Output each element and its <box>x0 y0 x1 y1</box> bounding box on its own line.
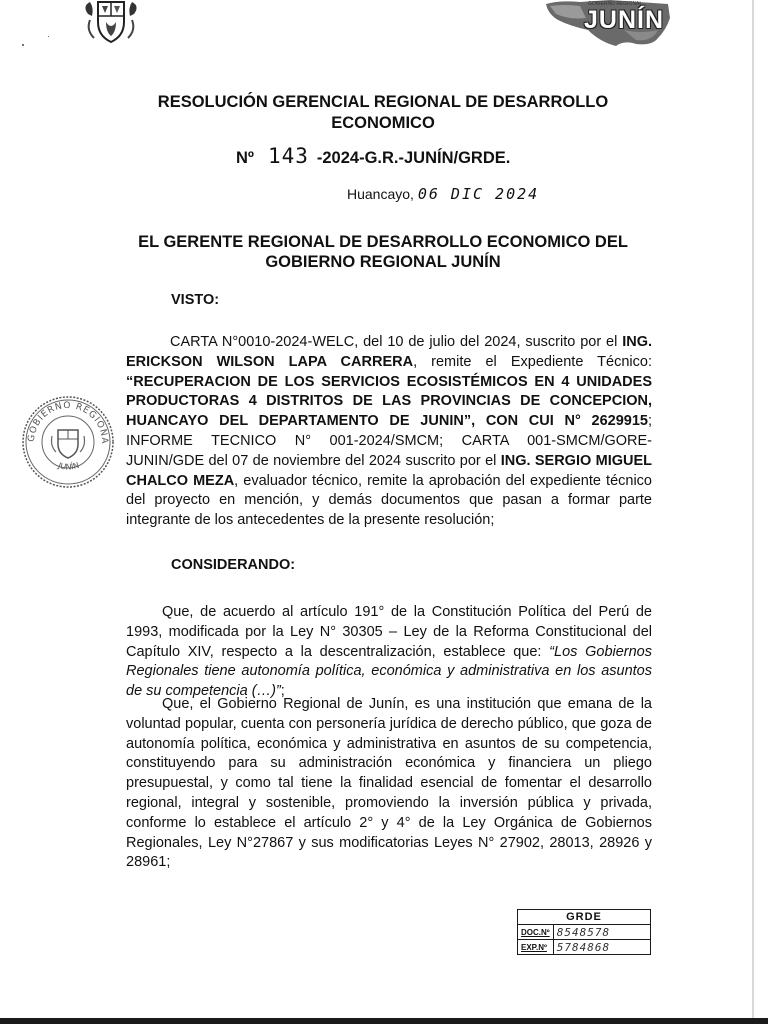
page-bottom-edge <box>0 1018 768 1024</box>
text-run: CARTA N°0010-2024-WELC, del 10 de julio del 2024, suscrito por el <box>170 334 623 350</box>
city: Huancayo, <box>347 186 414 202</box>
peru-coat-of-arms-icon <box>80 0 142 46</box>
project-title: “RECUPERACION DE LOS SERVICIOS ECOSISTÉMICOS EN 4 UNIDADES PRODUCTORAS 4 DISTRITOS DE LAS PROVINCIAS DE CONCEPCION, HUANCAYO DEL DEPARTAMENTO DE JUNIN”, CON CUI N° 2629915 <box>126 373 652 430</box>
text-run: ; <box>280 683 285 700</box>
seal-ring-bottom-path: JUNÍN <box>56 460 81 472</box>
text-run: Que, de acuerdo al artículo 191° de la Constitución Política del Perú de 1993, modificada por la Ley N° 30305 – Ley de la Reforma Constitucional del Capítulo XIV, respecto a la descentralización, establece que: <box>126 604 652 660</box>
logo-text: JUNÍN <box>584 6 665 34</box>
scan-speck <box>48 36 49 37</box>
grde-registry-stamp <box>517 909 651 959</box>
engineer-name-2: ING. SERGIO MIGUEL CHALCO MEZA <box>126 452 653 489</box>
text-run: , remite el Expediente Técnico: <box>413 353 652 370</box>
logo-caption: GOBIERNO REGIONAL <box>588 1 643 7</box>
engineer-name-1: ING. ERICKSON WILSON LAPA CARRERA <box>126 334 652 370</box>
scan-speck <box>22 44 24 46</box>
resolution-number <box>236 144 510 168</box>
doc-label: DOC.Nº <box>518 925 554 940</box>
seal-ring-text-path: GOBIERNO REGIONA <box>26 400 110 445</box>
exp-label: EXP.Nº <box>518 940 554 955</box>
seal-ring-text <box>20 394 109 445</box>
quoted-text: “Los Gobiernos Regionales tiene autonomía política, económica y administrativa en los asuntos de su competencia (…)” <box>126 643 652 700</box>
stamp-header: GRDE <box>518 910 651 925</box>
considerando-paragraph-1 <box>126 603 652 702</box>
number-suffix: -2024-G.R.-JUNÍN/GRDE. <box>316 149 511 167</box>
doc-number: 8548578 <box>553 925 650 940</box>
considerando-paragraph-2 <box>126 695 652 873</box>
text-run: ; INFORME TECNICO N° 001-2024/SMCM; CARTA 001-SMCM/GORE-JUNIN/GDE del 07 de noviembre del 2024 suscrito por el <box>126 413 652 469</box>
junin-region-map-logo-icon <box>540 0 672 48</box>
number-prefix: Nº <box>236 149 254 167</box>
text-run: , evaluador técnico, remite la aprobación del expediente técnico del proyecto en mención, y demás documentos que pasan a formar parte integrante de los antecedentes de la presente resolución; <box>126 472 652 529</box>
number-handwritten: 143 <box>267 144 309 168</box>
place-date <box>347 185 539 203</box>
document-title: RESOLUCIÓN GERENCIAL REGIONAL DE DESARROLLO ECONOMICO <box>157 93 609 132</box>
seal-ring-text-bottom <box>56 460 80 472</box>
text-run: Que, el Gobierno Regional de Junín, es una institución que emana de la voluntad popular, cuenta con personería jurídica de derecho público, que goza de autonomía política, económica y administrativa en asuntos de su competencia, constituyendo para su administración económica y financiera un pliego presupuestal, y como tal tiene la finalidad esencial de fomentar el desarrollo regional, integral y sostenible, promoviendo la inversión pública y privada, conforme lo establece el artículo 2° y 4° de la Ley Orgánica de Gobiernos Regionales, Ley N°27867 y sus modificatorias Leyes N° 27902, 28013, 28926 y 28961; <box>126 696 652 871</box>
considerando-label: CONSIDERANDO: <box>171 557 296 573</box>
page-edge <box>752 0 754 1024</box>
issuer-heading: EL GERENTE REGIONAL DE DESARROLLO ECONOMICO DEL GOBIERNO REGIONAL JUNÍN <box>138 233 628 271</box>
exp-number: 5784868 <box>553 940 650 955</box>
visto-paragraph <box>126 333 652 531</box>
regional-seal-icon <box>20 394 116 490</box>
stamped-date: 06 DIC 2024 <box>417 185 540 203</box>
visto-label: VISTO: <box>171 292 220 308</box>
